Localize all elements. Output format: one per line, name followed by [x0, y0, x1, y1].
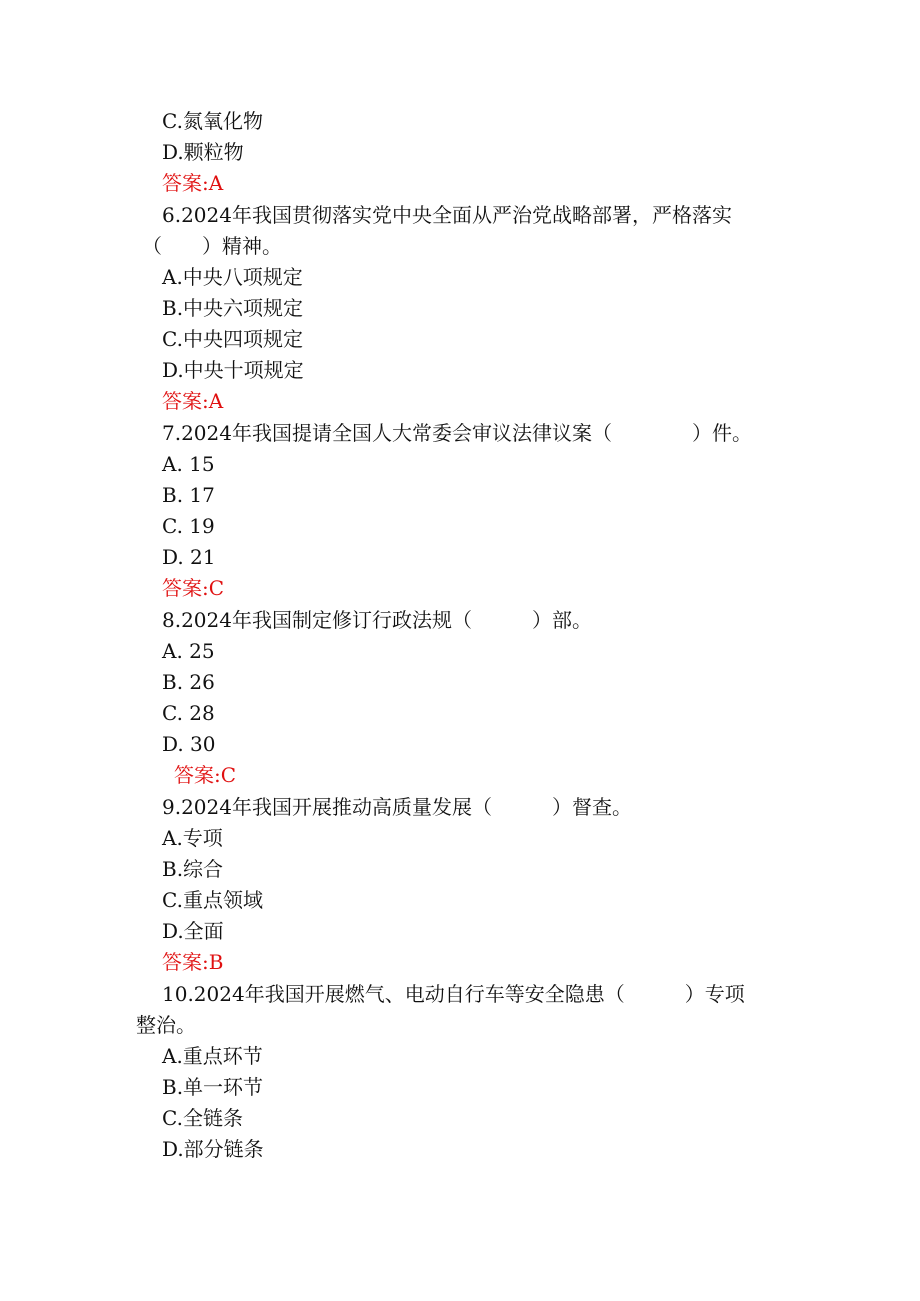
- question-9-text: 9.2024年我国开展推动高质量发展（ ）督查。: [162, 795, 632, 819]
- option-b-q6: B.中央六项规定: [162, 296, 304, 320]
- option-c-q8: C. 28: [162, 701, 215, 725]
- option-b-q7: B. 17: [162, 483, 215, 507]
- option-a-q7: A. 15: [162, 452, 215, 476]
- option-d-q7: D. 21: [162, 545, 216, 569]
- answer-q9: 答案:B: [162, 950, 224, 974]
- option-c-q7: C. 19: [162, 514, 215, 538]
- option-c-q10: C.全链条: [162, 1106, 243, 1130]
- option-d-q8: D. 30: [162, 732, 216, 756]
- option-c-q6: C.中央四项规定: [162, 327, 303, 351]
- question-6-text-cont: （ ）精神。: [142, 234, 282, 258]
- question-10-text-cont: 整治。: [136, 1013, 196, 1037]
- answer-q5: 答案:A: [162, 171, 224, 195]
- question-10-text: 10.2024年我国开展燃气、电动自行车等安全隐患（ ）专项: [162, 982, 745, 1006]
- answer-q7: 答案:C: [162, 576, 225, 600]
- option-d-q6: D.中央十项规定: [162, 358, 304, 382]
- question-8-text: 8.2024年我国制定修订行政法规（ ）部。: [162, 608, 592, 632]
- option-d-q10: D.部分链条: [162, 1137, 264, 1161]
- option-b-q8: B. 26: [162, 670, 215, 694]
- answer-q6: 答案:A: [162, 389, 224, 413]
- option-b-q9: B.综合: [162, 857, 224, 881]
- option-a-q6: A.中央八项规定: [162, 265, 303, 289]
- option-a-q10: A.重点环节: [162, 1044, 263, 1068]
- option-c-q9: C.重点领域: [162, 888, 263, 912]
- option-a-q9: A.专项: [162, 826, 223, 850]
- answer-q8: 答案:C: [174, 763, 237, 787]
- option-d-q5: D.颗粒物: [162, 140, 244, 164]
- question-6-text: 6.2024年我国贯彻落实党中央全面从严治党战略部署，严格落实: [162, 203, 732, 227]
- question-7-text: 7.2024年我国提请全国人大常委会审议法律议案（ ）件。: [162, 421, 752, 445]
- option-d-q9: D.全面: [162, 919, 224, 943]
- option-c-q5: C.氮氧化物: [162, 109, 263, 133]
- option-a-q8: A. 25: [162, 639, 215, 663]
- option-b-q10: B.单一环节: [162, 1075, 264, 1099]
